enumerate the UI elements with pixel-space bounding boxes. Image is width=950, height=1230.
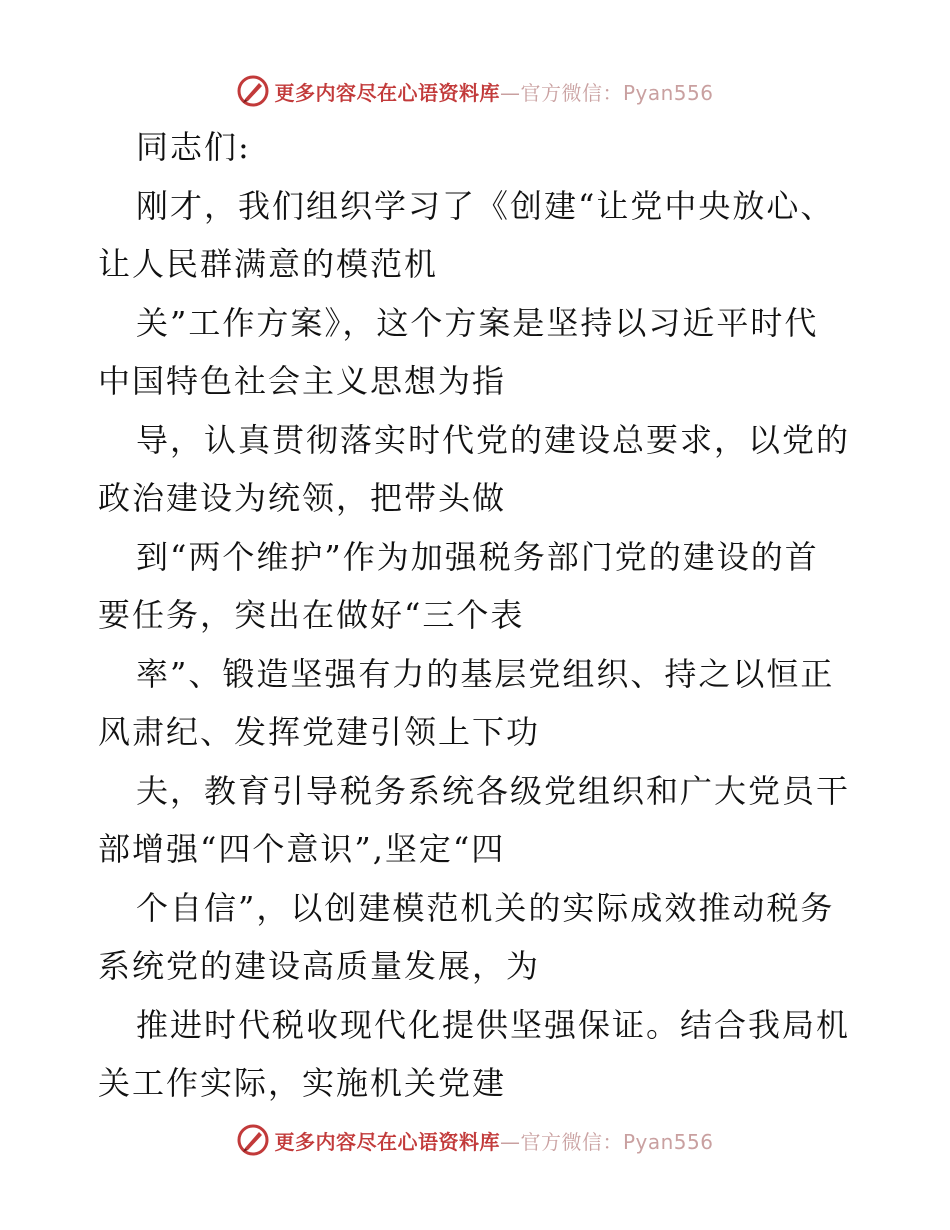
quill-pen-seal-icon	[236, 74, 270, 108]
watermark-brand: 更多内容尽在心语资料库	[274, 80, 500, 105]
paragraph-line: 关”工作方案》，这个方案是坚持以习近平时代	[136, 303, 819, 342]
watermark-text	[274, 77, 713, 106]
watermark-contact: —官方微信：Pyan556	[499, 1129, 714, 1154]
paragraph-line: 让人民群满意的模范机	[98, 245, 439, 283]
paragraph-line: 推进时代税收现代化提供坚强保证。结合我局机	[136, 1005, 851, 1044]
watermark-text	[274, 1126, 713, 1155]
watermark-contact: —官方微信：Pyan556	[499, 80, 714, 105]
document-body	[98, 118, 858, 1113]
paragraph-line: 中国特色社会主义思想为指	[98, 362, 507, 400]
quill-pen-seal-icon	[236, 1123, 270, 1157]
watermark-brand: 更多内容尽在心语资料库	[274, 1129, 500, 1154]
paragraph-line: 系统党的建设高质量发展，为	[98, 947, 541, 985]
paragraph-line: 部增强“四个意识”,坚定“四	[98, 830, 506, 868]
paragraph-line: 刚才，我们组织学习了《创建“让党中央放心、	[136, 186, 835, 225]
paragraph-line: 夫，教育引导税务系统各级党组织和广大党员干	[136, 771, 851, 810]
paragraph-line: 要任务，突出在做好“三个表	[98, 596, 525, 634]
paragraph-line: 关工作实际，实施机关党建	[98, 1064, 507, 1102]
paragraph-line: 到“两个维护”作为加强税务部门党的建设的首	[136, 537, 819, 576]
salutation: 同志们:	[136, 128, 251, 166]
watermark-banner-bottom	[0, 1120, 950, 1160]
paragraph-line: 风肃纪、发挥党建引领上下功	[98, 713, 541, 751]
watermark-banner-top	[0, 71, 950, 111]
paragraph-line: 政治建设为统领，把带头做	[98, 479, 507, 517]
paragraph-line: 个自信”，以创建模范机关的实际成效推动税务	[136, 888, 835, 927]
paragraph-line: 率”、锻造坚强有力的基层党组织、持之以恒正	[136, 654, 835, 693]
paragraph-line: 导，认真贯彻落实时代党的建设总要求，以党的	[136, 420, 851, 459]
